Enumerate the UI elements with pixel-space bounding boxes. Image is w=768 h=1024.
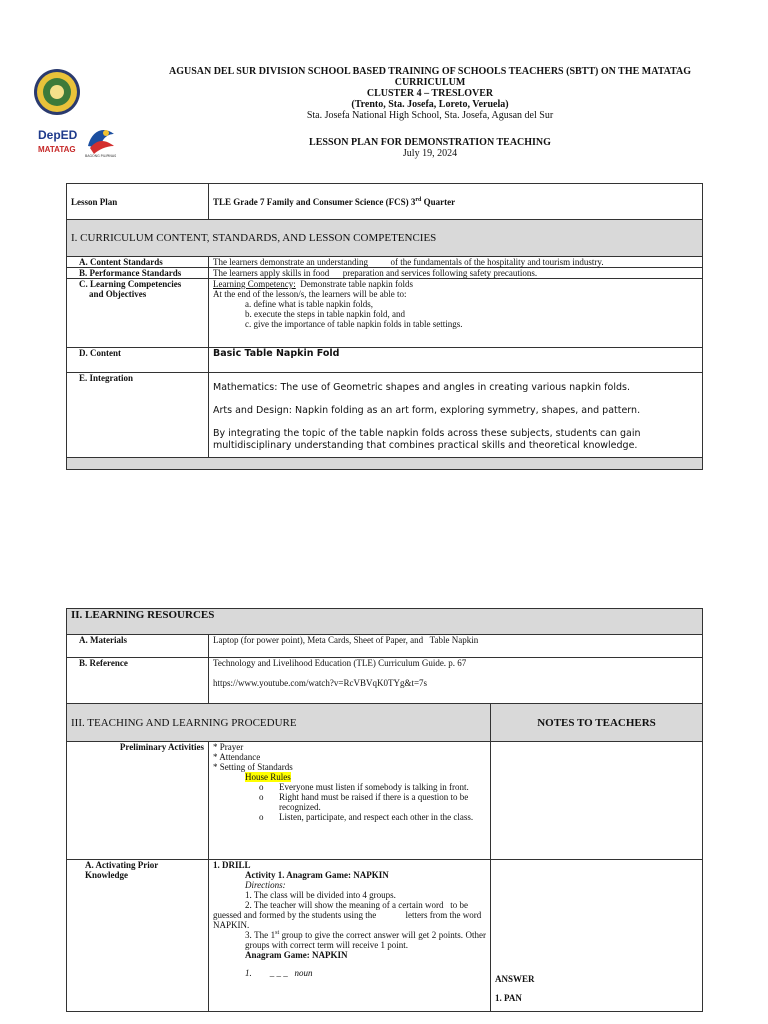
competency-heading: Learning Competency: <box>213 279 296 289</box>
table-row <box>67 704 703 742</box>
lesson-plan-label: Lesson Plan <box>67 184 209 220</box>
rule-item: o Right hand must be raised if there is a question to be recognized. <box>213 792 486 812</box>
matatag-logo-text: MATATAG <box>38 145 76 154</box>
integration-paragraph: By integrating the topic of the table napkin folds across these subjects, students can gain multidisciplinary understanding that combines practical skills and theoretical knowledge. <box>213 428 641 451</box>
integration-value <box>209 373 703 458</box>
header-title-line: AGUSAN DEL SUR DIVISION SCHOOL BASED TRAINING OF SCHOOLS TEACHERS (SBTT) ON THE MATATAG <box>168 66 692 77</box>
deped-logo-text: DepED <box>38 128 78 142</box>
table-footer-bar <box>67 458 703 470</box>
list-item: * Attendance <box>213 752 261 762</box>
objective-item: a. define what is table napkin folds, <box>245 299 373 309</box>
bagong-pilipinas-logo-icon <box>84 124 118 158</box>
reference-label: B. Reference <box>67 658 209 704</box>
activating-prior-label: A. Activating Prior Knowledge <box>67 860 209 1012</box>
objective-item: b. execute the steps in table napkin fold, and <box>245 309 405 319</box>
section-heading: I. CURRICULUM CONTENT, STANDARDS, AND LESSON COMPETENCIES <box>67 220 703 257</box>
table-row <box>67 373 703 458</box>
performance-standards-value: The learners apply skills in food preparation and services following safety precautions. <box>209 268 703 279</box>
materials-label: A. Materials <box>67 635 209 658</box>
integration-paragraph: Arts and Design: Napkin folding as an art form, exploring symmetry, shapes, and pattern. <box>213 405 641 416</box>
learning-resources-table <box>66 608 703 1012</box>
list-item: * Prayer <box>213 742 244 752</box>
content-standards-label: A. Content Standards <box>67 257 209 268</box>
header-schools: (Trento, Sta. Josefa, Loreto, Veruela) <box>351 99 509 110</box>
integration-label: E. Integration <box>67 373 209 458</box>
house-rules-heading: House Rules <box>245 772 291 782</box>
direction-item: 3. The 1st group to give the correct answer will get 2 points. Other groups with correct term will receive 1 point. <box>245 930 486 950</box>
table-row <box>67 257 703 268</box>
drill-heading: 1. DRILL <box>213 860 251 870</box>
activity-heading: Activity 1. Anagram Game: NAPKIN <box>245 870 389 880</box>
materials-value: Laptop (for power point), Meta Cards, Sheet of Paper, and Table Napkin <box>209 635 703 658</box>
table-row <box>67 658 703 704</box>
list-item: * Setting of Standards <box>213 762 293 772</box>
table-row <box>67 860 703 1012</box>
reference-link: https://www.youtube.com/watch?v=RcVBVqK0TYg&t=7s <box>213 678 428 688</box>
section-heading: III. TEACHING AND LEARNING PROCEDURE <box>67 704 491 742</box>
reference-value: Technology and Livelihood Education (TLE) Curriculum Guide. p. 67 https://www.youtube.com/watch?v=RcVBVqK0TYg&t=7s <box>209 658 703 704</box>
lesson-info-table <box>66 183 703 470</box>
division-seal-icon <box>33 68 81 116</box>
preliminary-value <box>209 742 491 860</box>
direction-item: 2. The teacher will show the meaning of a certain word to be guessed and formed by the students using the letters from the word NAPKIN. <box>213 900 484 930</box>
header-venue: Sta. Josefa National High School, Sta. Josefa, Agusan del Sur <box>306 110 554 121</box>
performance-standards-label: B. Performance Standards <box>67 268 209 279</box>
header-title-line: CURRICULUM <box>394 77 466 88</box>
learning-competencies-label: C. Learning Competencies and Objectives <box>67 279 209 348</box>
table-row <box>67 184 703 220</box>
table-row <box>67 458 703 470</box>
content-label: D. Content <box>67 348 209 373</box>
deped-matatag-logo-icon <box>37 126 83 156</box>
content-value: Basic Table Napkin Fold <box>209 348 703 373</box>
preliminary-label: Preliminary Activities <box>67 742 209 860</box>
notes-cell <box>491 860 703 1012</box>
direction-item: 1. The class will be divided into 4 groups. <box>245 890 396 900</box>
anagram-item: 1. _ _ _ noun <box>245 968 313 978</box>
table-row <box>67 635 703 658</box>
table-row <box>67 268 703 279</box>
answer-heading: ANSWER <box>495 974 535 984</box>
anagram-heading: Anagram Game: NAPKIN <box>245 950 348 960</box>
content-standards-value: The learners demonstrate an understanding of the fundamentals of the hospitality and tourism industry. <box>209 257 703 268</box>
bagong-pilipinas-text: BAGONG PILIPINAS <box>85 154 117 158</box>
integration-paragraph: Mathematics: The use of Geometric shapes and angles in creating various napkin folds. <box>213 382 630 393</box>
learning-competencies-value: Learning Competency: Demonstrate table napkin folds At the end of the lesson/s, the learners will be able to: a. define what is table napkin folds, b. execute the steps in table napkin fold, and c. give the importance of table napkin folds in table settings. <box>209 279 703 348</box>
header-cluster: CLUSTER 4 – TRESLOVER <box>366 88 494 99</box>
rule-item: o Listen, participate, and respect each other in the class. <box>213 812 486 822</box>
table-row <box>67 348 703 373</box>
objective-item: c. give the importance of table napkin folds in table settings. <box>245 319 463 329</box>
notes-cell <box>491 742 703 860</box>
table-row <box>67 742 703 860</box>
table-row <box>67 220 703 257</box>
rule-item: o Everyone must listen if somebody is talking in front. <box>213 782 486 792</box>
activating-prior-value: 1. DRILL Activity 1. Anagram Game: NAPKIN Directions: 1. The class will be divided into 4 groups. 2. The teacher will show the meaning of a certain word to be guessed and formed by the students using the letters from the word NAPKIN. 3. The 1st group to give the correct answer will get 2 points. Other groups with correct term will receive 1 point. Anagram Game: NAPKIN 1. _ _ _ noun <box>209 860 491 1012</box>
section-heading: II. LEARNING RESOURCES <box>67 609 703 635</box>
notes-header: NOTES TO TEACHERS <box>491 704 703 742</box>
table-row <box>67 279 703 348</box>
lesson-plan-value: TLE Grade 7 Family and Consumer Science (FCS) 3rd Quarter <box>209 184 703 220</box>
answer-item: 1. PAN <box>495 993 522 1003</box>
document-date: July 19, 2024 <box>402 148 458 159</box>
document-title: LESSON PLAN FOR DEMONSTRATION TEACHING <box>309 137 551 148</box>
table-row <box>67 609 703 635</box>
